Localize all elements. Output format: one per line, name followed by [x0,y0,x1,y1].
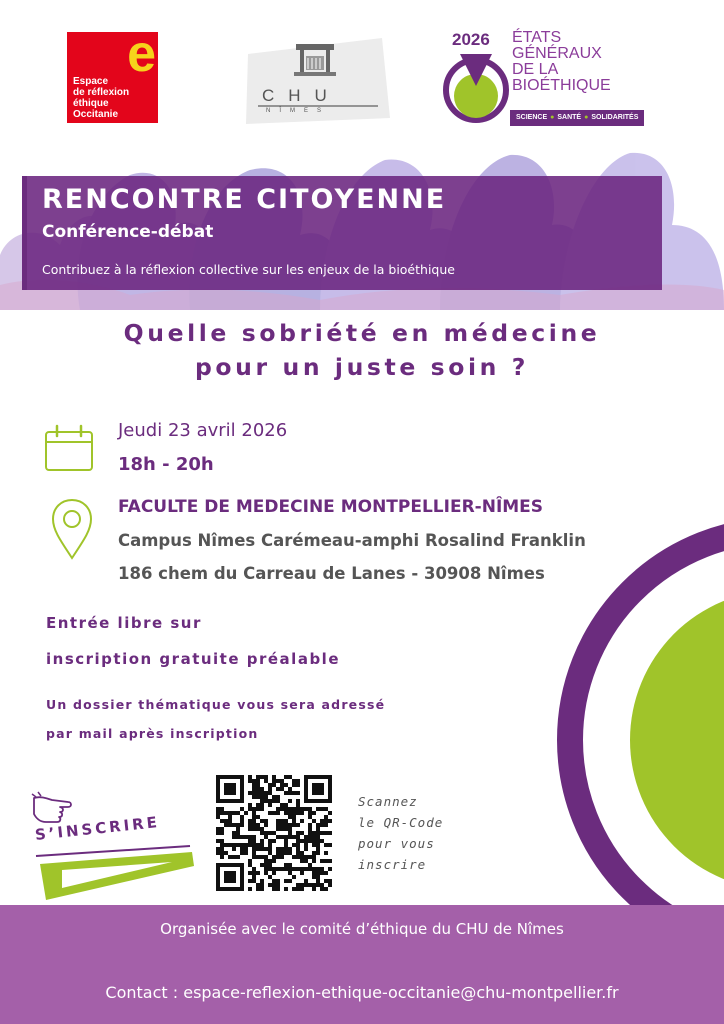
organizer-text: Organisée avec le comité d’éthique du CHU de Nîmes [160,920,564,938]
logo-chu-nimes [244,36,392,126]
main-question [0,316,724,384]
logo-ere-line: Espace [73,76,109,87]
egb-title-line: GÉNÉRAUX [512,45,602,62]
arrow-icon [38,848,198,908]
egb-title [512,30,611,94]
event-date: Jeudi 23 avril 2026 [118,420,288,441]
calendar-icon [44,424,94,472]
event-subtitle: Conférence-débat [42,222,214,242]
contact-email[interactable]: Contact : espace-reflexion-ethique-occitanie@chu-montpellier.fr [105,983,619,1002]
event-type-title: RENCONTRE CITOYENNE [42,184,447,215]
chu-logo-word: CHU [262,86,341,105]
dossier-info-line: par mail après inscription [46,726,259,741]
venue-name: FACULTE DE MEDECINE MONTPELLIER-NÎMES [118,497,544,517]
egb-tagline-item: SCIENCE [516,114,548,121]
venue-campus: Campus Nîmes Carémeau-amphi Rosalind Franklin [118,531,586,550]
egb-tagline: SCIENCE ● SANTÉ ● SOLIDARITÉS [510,110,644,126]
entry-info-line: inscription gratuite préalable [46,650,340,668]
chu-logo-sub: NÎMES [266,108,331,114]
event-time: 18h - 20h [118,454,214,475]
register-call-to-action[interactable]: S’INSCRIRE [34,812,161,844]
scan-instruction-line: inscrire [358,857,427,872]
pointing-hand-icon [30,790,76,826]
egb-tagline-item: SANTÉ [557,114,582,121]
event-tagline: Contribuez à la réflexion collective sur les enjeux de la bioéthique [42,262,455,277]
logo-espace-reflexion-ethique [67,25,158,123]
scan-instruction-line: Scannez [358,794,418,809]
scan-instruction-line: pour vous [358,836,435,851]
scan-instruction-line: le QR-Code [358,815,444,830]
location-pin-icon [50,498,94,560]
qr-code[interactable] [216,775,332,891]
egb-tagline-item: SOLIDARITÉS [591,114,639,121]
dossier-info-line: Un dossier thématique vous sera adressé [46,697,386,712]
venue-address: 186 chem du Carreau de Lanes - 30908 Nîmes [118,564,545,583]
egb-title-line: ÉTATS [512,29,562,46]
logo-etats-generaux-bioethique [440,28,660,132]
logo-ere-line: de réflexion [73,87,130,98]
logo-ere-text [73,76,157,120]
main-question-line: Quelle sobriété en médecine [123,319,601,347]
main-question-line: pour un juste soin ? [195,353,529,381]
egb-year: 2026 [452,30,490,49]
egb-title-line: DE LA [512,61,559,78]
logo-ere-line: Occitanie [73,109,119,120]
egb-logo-mark [440,46,512,128]
entry-info-line: Entrée libre sur [46,614,202,632]
egb-title-line: BIOÉTHIQUE [512,77,611,94]
logo-e-mark: e [127,25,150,83]
logo-ere-line: éthique [73,98,109,109]
decorative-circles [555,500,724,945]
